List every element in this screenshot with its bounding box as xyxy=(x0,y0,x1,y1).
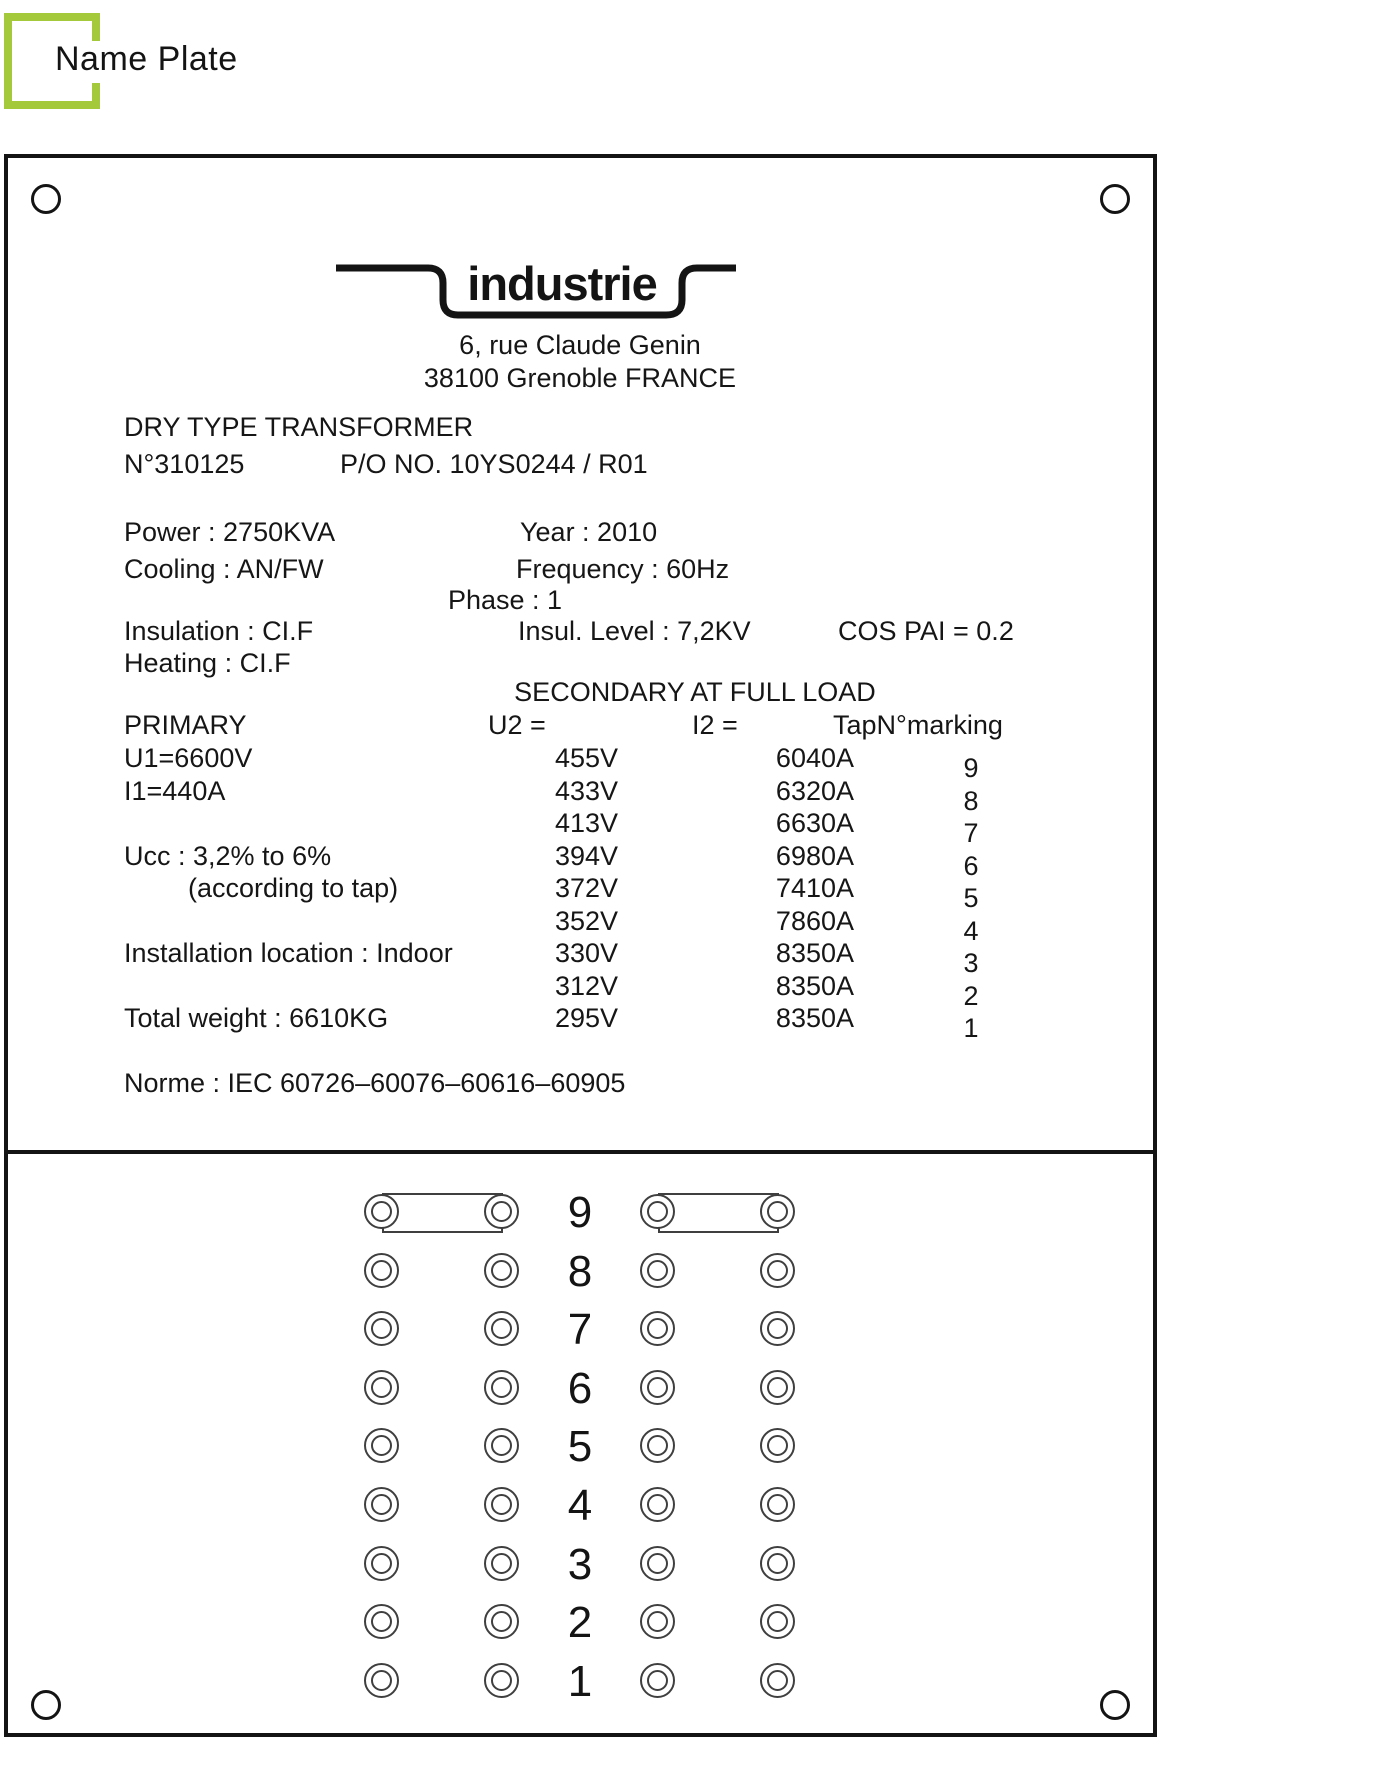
terminal-hole xyxy=(484,1428,519,1463)
terminal-row-8 xyxy=(8,1247,1153,1296)
terminal-hole-inner xyxy=(767,1494,788,1515)
terminal-row-2 xyxy=(8,1598,1153,1647)
terminal-hole-inner xyxy=(371,1670,392,1691)
i2-value: 6980A xyxy=(775,841,854,871)
terminal-hole xyxy=(364,1546,399,1581)
terminal-hole xyxy=(640,1546,675,1581)
terminal-hole xyxy=(484,1311,519,1346)
tap-number: 7 xyxy=(963,818,979,848)
terminal-hole xyxy=(760,1370,795,1405)
terminal-hole-inner xyxy=(647,1318,668,1339)
i2-column-header: I2 = xyxy=(692,710,738,740)
terminal-hole-inner xyxy=(491,1318,512,1339)
terminal-row-number: 2 xyxy=(567,1598,593,1647)
terminal-row-4 xyxy=(8,1481,1153,1530)
terminal-hole xyxy=(484,1194,519,1229)
terminal-hole-inner xyxy=(647,1377,668,1398)
terminal-row-1 xyxy=(8,1657,1153,1706)
mounting-hole-top-right xyxy=(1100,184,1130,214)
u2-value: 372V xyxy=(554,873,618,903)
u2-value: 330V xyxy=(554,938,618,968)
tap-column-header: TapN°marking xyxy=(833,710,1003,740)
secondary-row xyxy=(8,873,1153,913)
terminal-hole xyxy=(640,1604,675,1639)
terminal-hole xyxy=(760,1487,795,1522)
primary-line: Total weight : 6610KG xyxy=(124,1003,389,1033)
u2-column-header: U2 = xyxy=(488,710,546,740)
terminal-hole-inner xyxy=(647,1260,668,1281)
terminal-hole-inner xyxy=(371,1435,392,1456)
tap-number: 2 xyxy=(963,981,979,1011)
terminal-hole-inner xyxy=(767,1670,788,1691)
primary-line: I1=440A xyxy=(124,776,226,806)
terminal-row-number: 5 xyxy=(567,1422,593,1471)
primary-line: (according to tap) xyxy=(188,873,399,903)
tap-number: 8 xyxy=(963,786,979,816)
terminal-hole-inner xyxy=(647,1435,668,1456)
terminal-row-number: 8 xyxy=(567,1247,593,1296)
industrie-logo xyxy=(330,254,740,322)
terminal-hole xyxy=(760,1428,795,1463)
primary-line: Ucc : 3,2% to 6% xyxy=(124,841,332,871)
tap-number: 1 xyxy=(963,1013,979,1043)
spec-heating: Heating : CI.F xyxy=(124,648,291,678)
po-number: P/O NO. 10YS0244 / R01 xyxy=(340,449,648,479)
i2-value: 7410A xyxy=(775,873,854,903)
terminal-row-number: 1 xyxy=(567,1657,593,1706)
tap-number: 9 xyxy=(963,753,979,783)
secondary-row xyxy=(8,776,1153,816)
terminal-hole xyxy=(640,1370,675,1405)
terminal-hole xyxy=(364,1663,399,1698)
terminal-row-7 xyxy=(8,1305,1153,1354)
primary-line: Installation location : Indoor xyxy=(124,938,453,968)
u2-value: 455V xyxy=(554,743,618,773)
terminal-hole xyxy=(484,1663,519,1698)
terminal-hole xyxy=(484,1546,519,1581)
terminal-hole xyxy=(364,1428,399,1463)
terminal-hole xyxy=(364,1194,399,1229)
terminal-hole xyxy=(640,1253,675,1288)
terminal-hole-inner xyxy=(371,1318,392,1339)
primary-column-header: PRIMARY xyxy=(124,710,247,740)
terminal-row-number: 6 xyxy=(567,1364,593,1413)
terminal-hole xyxy=(760,1604,795,1639)
terminal-hole xyxy=(640,1194,675,1229)
secondary-row xyxy=(8,971,1153,1011)
terminal-row-number: 4 xyxy=(567,1481,593,1530)
terminal-hole xyxy=(484,1604,519,1639)
terminal-hole-inner xyxy=(767,1611,788,1632)
i2-value: 6630A xyxy=(775,808,854,838)
i2-value: 6040A xyxy=(775,743,854,773)
spec-power: Power : 2750KVA xyxy=(124,517,336,547)
terminal-hole xyxy=(364,1311,399,1346)
spec-frequency: Frequency : 60Hz xyxy=(516,554,730,584)
u2-value: 312V xyxy=(554,971,618,1001)
terminal-hole-inner xyxy=(491,1377,512,1398)
spec-year: Year : 2010 xyxy=(520,517,658,547)
secondary-row xyxy=(8,1003,1153,1043)
i2-value: 7860A xyxy=(775,906,854,936)
terminal-hole xyxy=(760,1546,795,1581)
secondary-row xyxy=(8,906,1153,946)
spec-cooling: Cooling : AN/FW xyxy=(124,554,324,584)
u2-value: 394V xyxy=(554,841,618,871)
terminal-hole-inner xyxy=(647,1201,668,1222)
terminal-hole-inner xyxy=(767,1435,788,1456)
norme-standards: Norme : IEC 60726–60076–60616–60905 xyxy=(124,1068,626,1098)
spec-insul-level: Insul. Level : 7,2KV xyxy=(518,616,751,646)
terminal-hole-inner xyxy=(371,1260,392,1281)
terminal-hole xyxy=(760,1194,795,1229)
serial-number: N°310125 xyxy=(124,449,245,479)
terminal-row-number: 7 xyxy=(567,1305,593,1354)
spec-phase: Phase : 1 xyxy=(448,585,563,615)
section-divider xyxy=(8,1150,1153,1154)
secondary-row xyxy=(8,841,1153,881)
terminal-hole xyxy=(640,1311,675,1346)
terminal-hole-inner xyxy=(371,1377,392,1398)
primary-line: U1=6600V xyxy=(124,743,253,773)
i2-value: 8350A xyxy=(775,971,854,1001)
terminal-hole xyxy=(484,1487,519,1522)
secondary-row xyxy=(8,743,1153,783)
terminal-hole-inner xyxy=(491,1611,512,1632)
address-line-2: 38100 Grenoble FRANCE xyxy=(423,363,737,393)
tap-number: 4 xyxy=(963,916,979,946)
terminal-row-3 xyxy=(8,1540,1153,1589)
terminal-hole-inner xyxy=(767,1318,788,1339)
terminal-hole xyxy=(484,1253,519,1288)
terminal-hole xyxy=(364,1487,399,1522)
terminal-hole xyxy=(364,1253,399,1288)
address-line-1: 6, rue Claude Genin xyxy=(459,330,701,360)
u2-value: 413V xyxy=(554,808,618,838)
terminal-row-9 xyxy=(8,1188,1153,1237)
terminal-hole xyxy=(760,1253,795,1288)
terminal-hole-inner xyxy=(647,1494,668,1515)
terminal-hole xyxy=(760,1663,795,1698)
terminal-row-number: 3 xyxy=(567,1540,593,1589)
terminal-hole xyxy=(640,1428,675,1463)
terminal-hole-inner xyxy=(491,1201,512,1222)
tap-number: 6 xyxy=(963,851,979,881)
terminal-hole-inner xyxy=(371,1201,392,1222)
secondary-row xyxy=(8,808,1153,848)
terminal-hole-inner xyxy=(647,1670,668,1691)
u2-value: 433V xyxy=(554,776,618,806)
terminal-hole xyxy=(364,1604,399,1639)
logo-text: industrie xyxy=(467,257,657,310)
terminal-row-5 xyxy=(8,1422,1153,1471)
terminal-hole xyxy=(760,1311,795,1346)
terminal-hole-inner xyxy=(491,1260,512,1281)
terminal-hole-inner xyxy=(371,1611,392,1632)
terminal-hole-inner xyxy=(371,1553,392,1574)
terminal-hole-inner xyxy=(491,1435,512,1456)
u2-value: 295V xyxy=(554,1003,618,1033)
spec-insulation: Insulation : CI.F xyxy=(124,616,314,646)
terminal-hole-inner xyxy=(767,1260,788,1281)
product-type: DRY TYPE TRANSFORMER xyxy=(124,412,474,442)
terminal-hole-inner xyxy=(767,1553,788,1574)
i2-value: 8350A xyxy=(775,1003,854,1033)
terminal-hole xyxy=(364,1370,399,1405)
terminal-hole-inner xyxy=(491,1553,512,1574)
spec-cos-pai: COS PAI = 0.2 xyxy=(838,616,1014,646)
terminal-hole-inner xyxy=(767,1201,788,1222)
terminal-hole-inner xyxy=(491,1670,512,1691)
i2-value: 6320A xyxy=(775,776,854,806)
terminal-row-6 xyxy=(8,1364,1153,1413)
terminal-hole-inner xyxy=(371,1494,392,1515)
terminal-hole-inner xyxy=(647,1611,668,1632)
u2-value: 352V xyxy=(554,906,618,936)
terminal-hole xyxy=(640,1487,675,1522)
name-plate xyxy=(4,154,1157,1737)
terminal-hole-inner xyxy=(491,1494,512,1515)
terminal-hole-inner xyxy=(647,1553,668,1574)
tap-number: 5 xyxy=(963,883,979,913)
secondary-section-title: SECONDARY AT FULL LOAD xyxy=(514,677,876,707)
tap-number: 3 xyxy=(963,948,979,978)
terminal-hole xyxy=(484,1370,519,1405)
terminal-hole-inner xyxy=(767,1377,788,1398)
page-title: Name Plate xyxy=(55,40,238,78)
i2-value: 8350A xyxy=(775,938,854,968)
mounting-hole-top-left xyxy=(31,184,61,214)
terminal-row-number: 9 xyxy=(567,1188,593,1237)
secondary-row xyxy=(8,938,1153,978)
terminal-hole xyxy=(640,1663,675,1698)
